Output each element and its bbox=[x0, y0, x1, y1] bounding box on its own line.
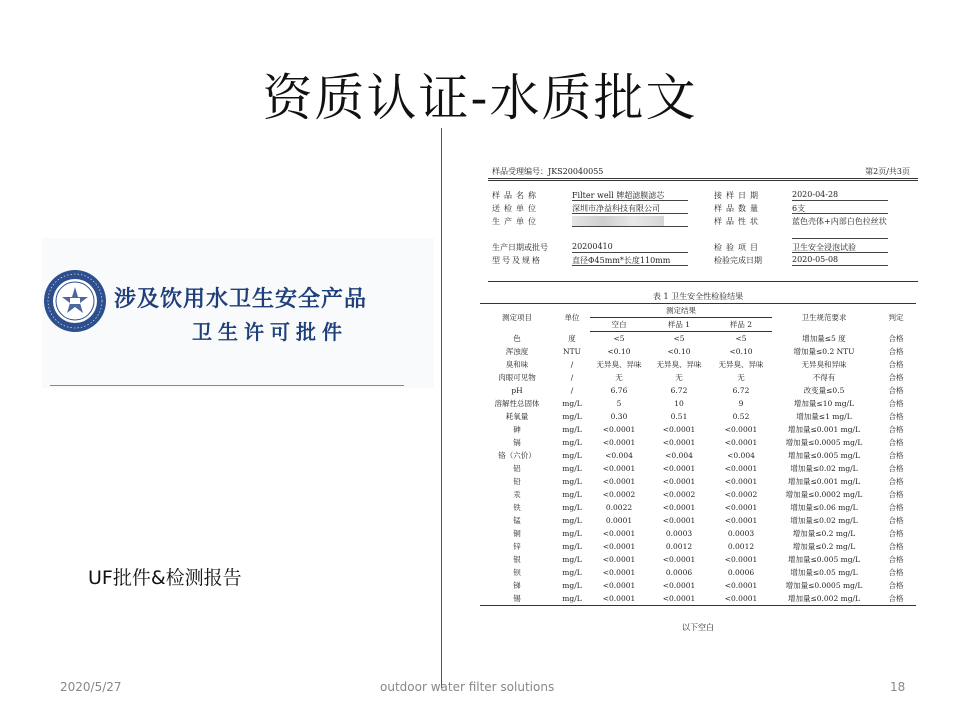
table-cell: <0.0001 bbox=[724, 438, 758, 447]
table-cell: 无 bbox=[615, 373, 623, 382]
table-cell: 5 bbox=[616, 399, 622, 408]
divider-line bbox=[441, 128, 442, 688]
info-label: 检验完成日期 bbox=[714, 256, 762, 265]
table-cell: 合格 bbox=[888, 529, 904, 538]
table-cell: <0.0001 bbox=[648, 592, 710, 606]
col-header: 样品 2 bbox=[710, 318, 772, 332]
table-cell: 改变量≤0.5 bbox=[803, 386, 845, 395]
table-cell: 无 bbox=[675, 373, 683, 382]
table-cell: <0.0002 bbox=[602, 490, 636, 499]
table-cell: / bbox=[570, 373, 574, 382]
table-cell: <0.0001 bbox=[662, 464, 696, 473]
report-rule-top2 bbox=[488, 180, 918, 181]
col-header: 测定结果 bbox=[590, 304, 772, 318]
table-cell: <0.0001 bbox=[724, 425, 758, 434]
table-cell: 合格 bbox=[876, 592, 916, 606]
info-row bbox=[492, 242, 912, 255]
table-cell: 6.72 bbox=[670, 386, 688, 395]
table-cell: <5 bbox=[673, 334, 685, 343]
sample-number: 样品受理编号：JKS20040055 bbox=[492, 167, 604, 176]
table-cell: 镉 bbox=[513, 438, 521, 447]
info-row bbox=[492, 203, 912, 216]
report-rule-top bbox=[488, 178, 918, 179]
table-cell: 增加量≤0.2 mg/L bbox=[792, 529, 856, 538]
table-cell: <0.0001 bbox=[602, 581, 636, 590]
table-cell: 增加量≤0.005 mg/L bbox=[787, 555, 861, 564]
table-row bbox=[480, 345, 916, 358]
table-row bbox=[480, 527, 916, 540]
table-cell: 增加量≤0.06 mg/L bbox=[790, 503, 858, 512]
table-cell: mg/L bbox=[562, 568, 582, 577]
table-cell: <0.0001 bbox=[710, 592, 772, 606]
info-value: 20200410 bbox=[572, 242, 688, 253]
info-label: 生产日期或批号 bbox=[492, 243, 548, 252]
table-cell: 增加量≤1 mg/L bbox=[796, 412, 852, 421]
table-cell: <0.0001 bbox=[724, 581, 758, 590]
test-report bbox=[478, 160, 918, 640]
table-cell: mg/L bbox=[562, 581, 582, 590]
blank-below-note: 以下空白 bbox=[682, 623, 714, 632]
info-value: 6支 bbox=[792, 203, 888, 214]
footer-date: 2020/5/27 bbox=[60, 680, 122, 694]
table-cell: <0.0001 bbox=[602, 542, 636, 551]
table-cell: 银 bbox=[513, 555, 521, 564]
table-cell: 铝 bbox=[513, 464, 521, 473]
table-cell: 0.0006 bbox=[727, 568, 755, 577]
table-cell: 合格 bbox=[888, 581, 904, 590]
info-row bbox=[492, 255, 912, 268]
table-cell: <0.004 bbox=[665, 451, 693, 460]
table-cell: 色 bbox=[513, 333, 521, 343]
table-cell: 增加量≤0.2 NTU bbox=[793, 347, 855, 356]
table-cell: 溶解性总固体 bbox=[494, 399, 540, 408]
table-header-row bbox=[480, 304, 916, 318]
report-rule-mid bbox=[488, 281, 918, 282]
table-cell: 合格 bbox=[888, 373, 904, 382]
table-cell: 合格 bbox=[888, 503, 904, 512]
table-cell: 合格 bbox=[888, 425, 904, 434]
table-cell: 铁 bbox=[513, 503, 521, 512]
table-row bbox=[480, 566, 916, 579]
table-cell: 0.0012 bbox=[665, 542, 693, 551]
table-cell: <0.10 bbox=[729, 347, 753, 356]
table-cell: 无异臭、异味 bbox=[656, 360, 702, 369]
info-label: 生产单位 bbox=[492, 217, 540, 226]
col-header: 判定 bbox=[876, 304, 916, 332]
table-row bbox=[480, 488, 916, 501]
table-cell: / bbox=[570, 386, 574, 395]
info-value: Filter well 牌超滤膜滤芯 bbox=[572, 190, 688, 201]
table-cell: 锑 bbox=[513, 581, 521, 590]
info-label: 送检单位 bbox=[492, 204, 540, 213]
table-cell: 合格 bbox=[888, 451, 904, 460]
table-cell: <0.10 bbox=[667, 347, 691, 356]
table-cell: 铜 bbox=[513, 529, 521, 538]
table-cell: <5 bbox=[735, 334, 747, 343]
table-cell: 无 bbox=[737, 373, 745, 382]
table-cell: 锰 bbox=[513, 516, 521, 525]
table-cell: mg/L bbox=[562, 516, 582, 525]
table-cell: / bbox=[570, 360, 574, 369]
table-cell: <0.0001 bbox=[662, 581, 696, 590]
table-row bbox=[480, 579, 916, 592]
info-label: 样品性状 bbox=[714, 217, 762, 226]
table-row bbox=[480, 436, 916, 449]
col-header: 单位 bbox=[554, 304, 590, 332]
col-header: 空白 bbox=[590, 318, 648, 332]
table-cell: 6.76 bbox=[610, 386, 628, 395]
info-value: 2020-04-28 bbox=[792, 190, 888, 201]
table-cell: mg/L bbox=[562, 438, 582, 447]
table-cell: 合格 bbox=[888, 464, 904, 473]
table-row bbox=[480, 462, 916, 475]
results-table bbox=[480, 303, 916, 606]
table-cell: 合格 bbox=[888, 490, 904, 499]
col-header: 卫生规范要求 bbox=[772, 304, 876, 332]
table-caption: 表 1 卫生安全性检验结果 bbox=[652, 292, 744, 301]
table-cell: 0.0003 bbox=[727, 529, 755, 538]
table-row bbox=[480, 449, 916, 462]
table-cell: 耗氧量 bbox=[505, 412, 529, 421]
sample-info bbox=[492, 190, 912, 268]
info-label: 型号及规格 bbox=[492, 256, 542, 265]
table-cell: 增加量≤0.0005 mg/L bbox=[785, 438, 863, 447]
table-cell: 0.0006 bbox=[665, 568, 693, 577]
table-cell: <0.0001 bbox=[602, 568, 636, 577]
info-label: 检验项目 bbox=[714, 243, 762, 252]
table-cell: <0.0002 bbox=[724, 490, 758, 499]
license-bottom-rule bbox=[50, 385, 404, 386]
table-cell: 10 bbox=[674, 399, 684, 408]
table-cell: 0.0001 bbox=[605, 516, 633, 525]
table-cell: mg/L bbox=[562, 529, 582, 538]
table-cell: NTU bbox=[563, 347, 581, 356]
table-cell: <5 bbox=[613, 334, 625, 343]
table-cell: <0.0001 bbox=[602, 438, 636, 447]
table-cell: mg/L bbox=[562, 477, 582, 486]
table-cell: 合格 bbox=[888, 542, 904, 551]
table-row bbox=[480, 592, 916, 606]
slide-caption: UF批件&检测报告 bbox=[88, 567, 242, 589]
table-cell: mg/L bbox=[562, 542, 582, 551]
table-cell: <0.0001 bbox=[590, 592, 648, 606]
table-cell: 合格 bbox=[888, 360, 904, 369]
table-cell: 增加量≤10 mg/L bbox=[793, 399, 855, 408]
table-cell: 锌 bbox=[513, 542, 521, 551]
table-row bbox=[480, 540, 916, 553]
info-value: 2020-05-08 bbox=[792, 255, 888, 266]
table-cell: 钡 bbox=[513, 568, 521, 577]
table-cell: 铬（六价） bbox=[498, 451, 536, 460]
table-cell: 合格 bbox=[888, 333, 904, 343]
info-label: 样品数量 bbox=[714, 204, 762, 213]
table-cell: 合格 bbox=[888, 568, 904, 577]
license-title-line2: 卫生许可批件 bbox=[192, 320, 348, 344]
table-cell: 度 bbox=[568, 333, 576, 343]
table-row bbox=[480, 410, 916, 423]
table-cell: 增加量≤0.001 mg/L bbox=[787, 477, 861, 486]
table-cell: <0.0001 bbox=[602, 555, 636, 564]
table-row bbox=[480, 332, 916, 346]
table-cell: 肉眼可见物 bbox=[498, 373, 536, 382]
table-cell: 6.72 bbox=[732, 386, 750, 395]
license-title-line1: 涉及饮用水卫生安全产品 bbox=[114, 286, 368, 312]
table-cell: 合格 bbox=[888, 399, 904, 408]
slide-title: 资质认证-水质批文 bbox=[262, 69, 698, 127]
table-cell: 增加量≤0.0005 mg/L bbox=[785, 581, 863, 590]
table-cell: mg/L bbox=[562, 425, 582, 434]
footer-text: outdoor water filter solutions bbox=[380, 680, 555, 694]
table-cell: mg/L bbox=[554, 592, 590, 606]
table-cell: 无异臭、异味 bbox=[718, 360, 764, 369]
col-header: 测定项目 bbox=[480, 304, 554, 332]
table-row bbox=[480, 423, 916, 436]
table-cell: 合格 bbox=[888, 438, 904, 447]
table-cell: <0.0001 bbox=[724, 464, 758, 473]
table-cell: 增加量≤0.02 mg/L bbox=[790, 516, 858, 525]
table-cell: mg/L bbox=[562, 451, 582, 460]
table-cell: <0.0001 bbox=[602, 464, 636, 473]
table-cell: 增加量≤0.2 mg/L bbox=[792, 542, 856, 551]
table-cell: mg/L bbox=[562, 555, 582, 564]
table-row bbox=[480, 553, 916, 566]
table-cell: 浑浊度 bbox=[505, 347, 529, 356]
table-cell: 无异臭和异味 bbox=[801, 360, 847, 369]
table-cell: 0.0022 bbox=[605, 503, 633, 512]
info-value: 卫生安全浸泡试验 bbox=[792, 242, 888, 253]
hygiene-license-card bbox=[42, 238, 434, 388]
table-cell: 不得有 bbox=[812, 373, 836, 382]
table-cell: <0.0001 bbox=[602, 477, 636, 486]
table-cell: <0.0001 bbox=[662, 438, 696, 447]
table-cell: <0.0001 bbox=[602, 529, 636, 538]
table-cell: mg/L bbox=[562, 503, 582, 512]
table-cell: mg/L bbox=[562, 490, 582, 499]
table-cell: pH bbox=[511, 386, 523, 395]
table-cell: 合格 bbox=[888, 516, 904, 525]
table-cell: 增加量≤0.001 mg/L bbox=[787, 425, 861, 434]
table-row bbox=[480, 371, 916, 384]
table-row bbox=[480, 501, 916, 514]
report-page: 第2页/共3页 bbox=[865, 167, 910, 176]
table-cell: <0.0001 bbox=[662, 555, 696, 564]
table-row bbox=[480, 384, 916, 397]
table-cell: <0.0001 bbox=[724, 477, 758, 486]
table-cell: <0.0001 bbox=[662, 425, 696, 434]
table-row bbox=[480, 358, 916, 371]
info-label: 接样日期 bbox=[714, 191, 762, 200]
table-cell: 臭和味 bbox=[505, 360, 529, 369]
table-cell: 锡 bbox=[480, 592, 554, 606]
info-label: 样品名称 bbox=[492, 191, 540, 200]
table-cell: 0.51 bbox=[670, 412, 688, 421]
table-cell: 合格 bbox=[888, 477, 904, 486]
table-cell: 合格 bbox=[888, 555, 904, 564]
info-value: 蓝色壳体+内部白色拉丝状 bbox=[792, 216, 888, 239]
table-cell: 合格 bbox=[888, 347, 904, 356]
table-cell: 增加量≤0.02 mg/L bbox=[790, 464, 858, 473]
slide-number: 18 bbox=[890, 680, 906, 694]
table-row bbox=[480, 514, 916, 527]
table-cell: 无异臭、异味 bbox=[596, 360, 642, 369]
table-cell: 汞 bbox=[513, 490, 521, 499]
table-cell: mg/L bbox=[562, 464, 582, 473]
table-cell: <0.0002 bbox=[662, 490, 696, 499]
table-cell: 合格 bbox=[888, 412, 904, 421]
table-cell: <0.004 bbox=[727, 451, 755, 460]
table-cell: 0.0012 bbox=[727, 542, 755, 551]
table-cell: 9 bbox=[738, 399, 744, 408]
info-row bbox=[492, 216, 912, 242]
table-cell: 增加量≤0.005 mg/L bbox=[787, 451, 861, 460]
table-cell: <0.0001 bbox=[724, 516, 758, 525]
info-value: 直径Φ45mm*长度110mm bbox=[572, 255, 688, 266]
table-cell: <0.0001 bbox=[602, 425, 636, 434]
table-cell: 增加量≤0.0002 mg/L bbox=[785, 490, 863, 499]
table-cell: <0.0001 bbox=[662, 477, 696, 486]
table-cell: 合格 bbox=[888, 386, 904, 395]
table-row bbox=[480, 397, 916, 410]
table-cell: 增加量≤5 度 bbox=[802, 333, 846, 343]
col-header: 样品 1 bbox=[648, 318, 710, 332]
redacted-value bbox=[572, 216, 688, 227]
info-row bbox=[492, 190, 912, 203]
table-row bbox=[480, 475, 916, 488]
table-cell: 增加量≤0.05 mg/L bbox=[790, 568, 858, 577]
info-value: 深圳市净益科技有限公司 bbox=[572, 203, 688, 214]
table-cell: <0.004 bbox=[605, 451, 633, 460]
table-cell: <0.0001 bbox=[662, 503, 696, 512]
table-cell: <0.0001 bbox=[662, 516, 696, 525]
table-cell: 0.52 bbox=[732, 412, 750, 421]
table-cell: mg/L bbox=[562, 399, 582, 408]
table-cell: 铅 bbox=[513, 477, 521, 486]
table-cell: 0.30 bbox=[610, 412, 628, 421]
redaction-blur bbox=[572, 216, 664, 226]
table-cell: <0.0001 bbox=[724, 503, 758, 512]
health-commission-seal-icon bbox=[42, 268, 108, 334]
table-cell: mg/L bbox=[562, 412, 582, 421]
table-cell: <0.0001 bbox=[724, 555, 758, 564]
table-cell: 增加量≤0.002 mg/L bbox=[772, 592, 876, 606]
table-cell: 0.0003 bbox=[665, 529, 693, 538]
table-cell: 砷 bbox=[513, 425, 521, 434]
report-header bbox=[492, 166, 918, 177]
table-cell: <0.10 bbox=[607, 347, 631, 356]
